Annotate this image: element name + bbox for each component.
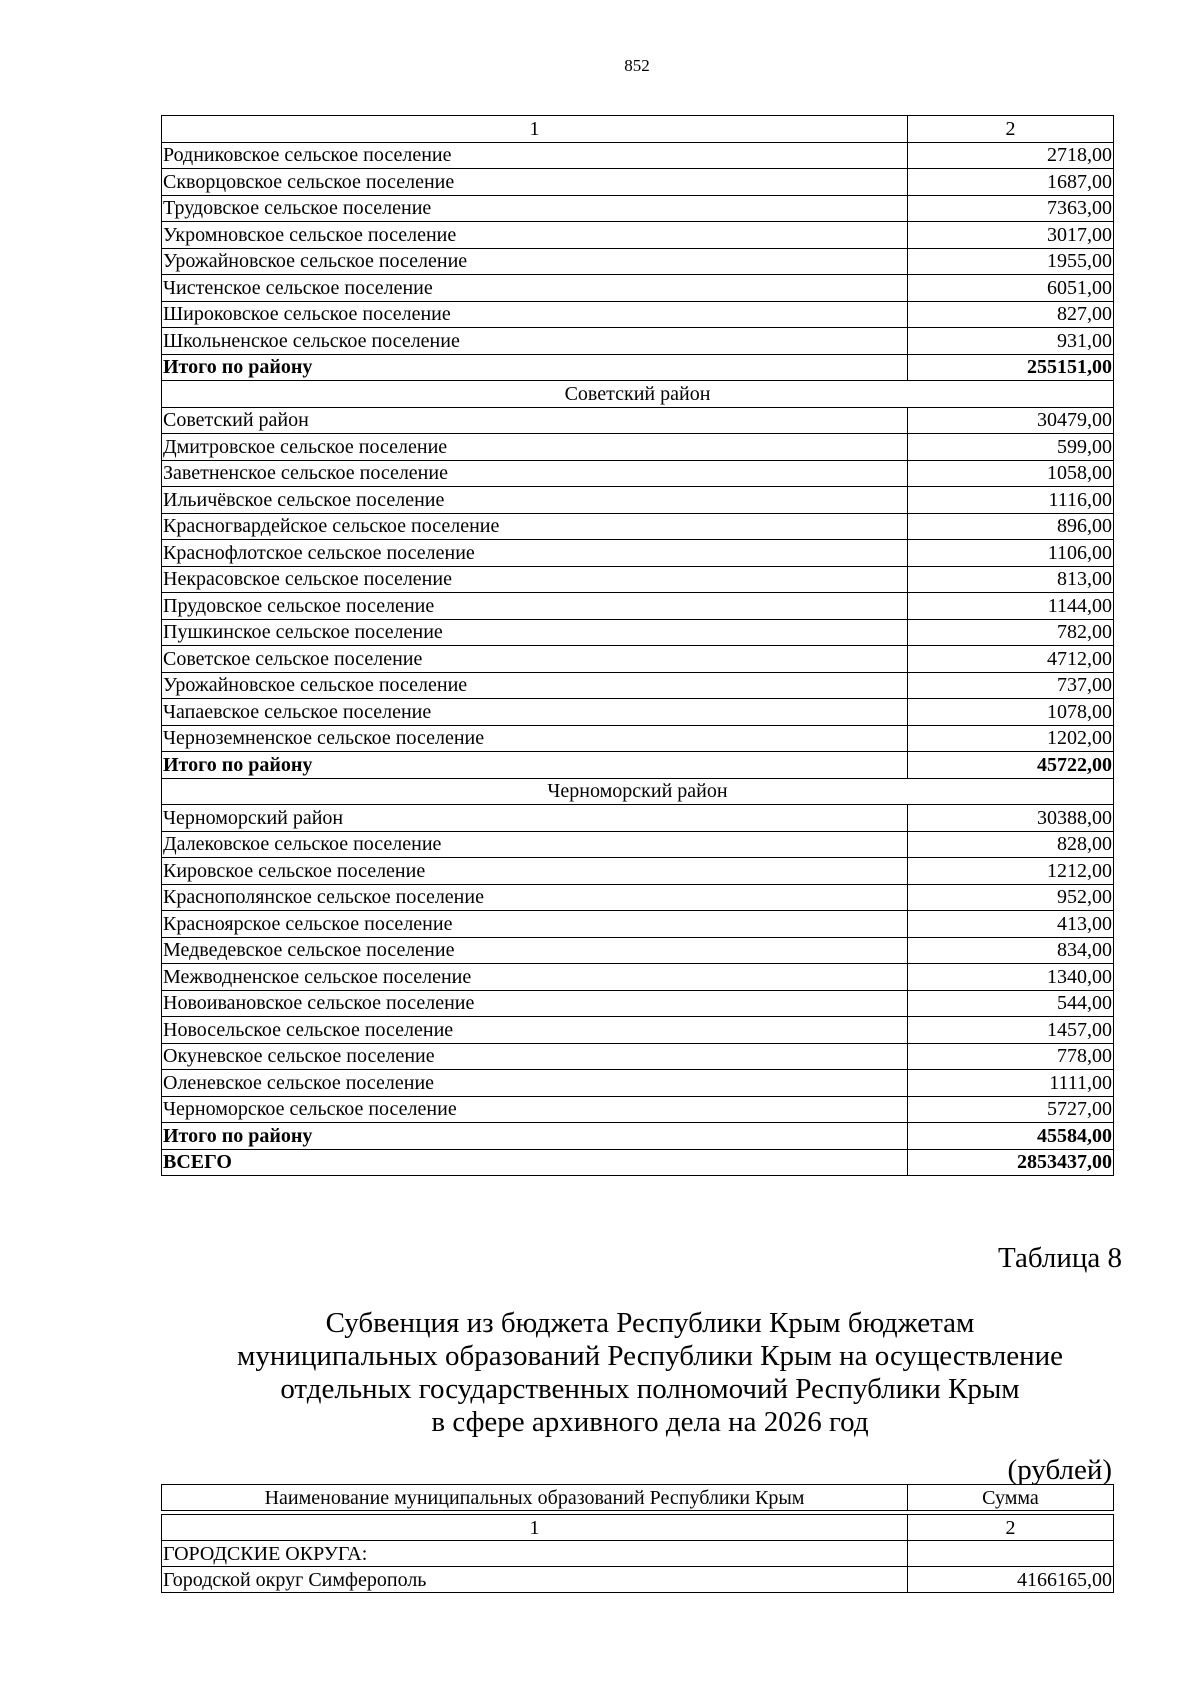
amount-value: 1058,00 [908, 460, 1114, 487]
table-row [162, 725, 1114, 752]
allocation-table-body [162, 116, 1114, 1176]
municipality-name: Родниковское сельское поселение [162, 142, 908, 169]
table-row [162, 1096, 1114, 1123]
municipality-name: Новоивановское сельское поселение [162, 990, 908, 1017]
table-row [162, 301, 1114, 328]
municipality-name: Урожайновское сельское поселение [162, 248, 908, 275]
amount-value: 952,00 [908, 884, 1114, 911]
column-number-2: 2 [908, 1515, 1114, 1541]
amount-value: 3017,00 [908, 222, 1114, 249]
amount-value: 1212,00 [908, 858, 1114, 885]
empty-cell [908, 1541, 1114, 1567]
amount-value: 1106,00 [908, 540, 1114, 567]
total-label: Итого по району [162, 354, 908, 381]
table-row [162, 487, 1114, 514]
column-number-1: 1 [162, 1515, 908, 1541]
table-row [162, 460, 1114, 487]
heading-line: в сфере архивного дела на 2026 год [431, 1406, 869, 1438]
table-row [162, 646, 1114, 673]
municipality-name: Черноземненское сельское поселение [162, 725, 908, 752]
municipality-name: Краснофлотское сельское поселение [162, 540, 908, 567]
table-row [162, 195, 1114, 222]
section-title: ГОРОДСКИЕ ОКРУГА: [162, 1541, 908, 1567]
municipality-name: Новосельское сельское поселение [162, 1017, 908, 1044]
amount-value: 1144,00 [908, 593, 1114, 620]
table-row [162, 619, 1114, 646]
total-value: 2853437,00 [908, 1149, 1114, 1176]
table-row [162, 884, 1114, 911]
municipality-name: Чистенское сельское поселение [162, 275, 908, 302]
total-row [162, 354, 1114, 381]
amount-value: 782,00 [908, 619, 1114, 646]
amount-value: 1687,00 [908, 169, 1114, 196]
municipality-name: Укромновское сельское поселение [162, 222, 908, 249]
amount-value: 30479,00 [908, 407, 1114, 434]
table-row [162, 1567, 1114, 1593]
amount-value: 778,00 [908, 1043, 1114, 1070]
table-row [162, 990, 1114, 1017]
section-row [162, 1541, 1114, 1567]
municipality-name: Советский район [162, 407, 908, 434]
header-sum: Сумма [908, 1485, 1114, 1511]
table-row [162, 248, 1114, 275]
municipality-name: Чапаевское сельское поселение [162, 699, 908, 726]
total-value: 255151,00 [908, 354, 1114, 381]
municipality-name: Некрасовское сельское поселение [162, 566, 908, 593]
table-row [162, 1043, 1114, 1070]
column-number-row [162, 116, 1114, 143]
table-row [162, 169, 1114, 196]
amount-value: 896,00 [908, 513, 1114, 540]
table-header-row [162, 1485, 1114, 1511]
amount-value: 5727,00 [908, 1096, 1114, 1123]
municipality-name: Трудовское сельское поселение [162, 195, 908, 222]
table-row [162, 407, 1114, 434]
amount-value: 2718,00 [908, 142, 1114, 169]
total-row [162, 1123, 1114, 1150]
amount-value: 834,00 [908, 937, 1114, 964]
table-heading [190, 1307, 1110, 1439]
amount-value: 737,00 [908, 672, 1114, 699]
municipality-name: Ильичёвское сельское поселение [162, 487, 908, 514]
table-row [162, 911, 1114, 938]
table-row [162, 964, 1114, 991]
table-row [162, 831, 1114, 858]
heading-line: отдельных государственных полномочий Республики Крым [280, 1373, 1020, 1405]
municipality-name: Черноморский район [162, 805, 908, 832]
table-row [162, 566, 1114, 593]
table-row [162, 513, 1114, 540]
amount-value: 1340,00 [908, 964, 1114, 991]
total-value: 45584,00 [908, 1123, 1114, 1150]
amount-value: 30388,00 [908, 805, 1114, 832]
municipality-name: Черноморское сельское поселение [162, 1096, 908, 1123]
amount-value: 931,00 [908, 328, 1114, 355]
amount-value: 413,00 [908, 911, 1114, 938]
total-label: ВСЕГО [162, 1149, 908, 1176]
amount-value: 6051,00 [908, 275, 1114, 302]
amount-value: 828,00 [908, 831, 1114, 858]
district-title: Советский район [162, 381, 1114, 408]
table-label: Таблица 8 [997, 1242, 1122, 1274]
header-name: Наименование муниципальных образований Республики Крым [162, 1485, 908, 1511]
municipality-name: Пушкинское сельское поселение [162, 619, 908, 646]
amount-value: 1955,00 [908, 248, 1114, 275]
municipality-name: Широковское сельское поселение [162, 301, 908, 328]
district-section-row [162, 381, 1114, 408]
municipality-name: Школьненское сельское поселение [162, 328, 908, 355]
table-row [162, 858, 1114, 885]
archive-subvention-table-body [162, 1485, 1114, 1593]
municipality-name: Далековское сельское поселение [162, 831, 908, 858]
table-row [162, 672, 1114, 699]
table-row [162, 275, 1114, 302]
municipality-name: Урожайновское сельское поселение [162, 672, 908, 699]
amount-value: 1111,00 [908, 1070, 1114, 1097]
district-title: Черноморский район [162, 778, 1114, 805]
amount-value: 813,00 [908, 566, 1114, 593]
table-row [162, 1017, 1114, 1044]
amount-value: 4166165,00 [908, 1567, 1114, 1593]
table-row [162, 328, 1114, 355]
table-row [162, 1070, 1114, 1097]
amount-value: 4712,00 [908, 646, 1114, 673]
municipality-name: Прудовское сельское поселение [162, 593, 908, 620]
table-row [162, 593, 1114, 620]
table-row [162, 434, 1114, 461]
column-number-1: 1 [162, 116, 908, 143]
municipality-name: Скворцовское сельское поселение [162, 169, 908, 196]
amount-value: 544,00 [908, 990, 1114, 1017]
amount-value: 1202,00 [908, 725, 1114, 752]
archive-subvention-table [161, 1484, 1114, 1593]
amount-value: 1457,00 [908, 1017, 1114, 1044]
amount-value: 1116,00 [908, 487, 1114, 514]
total-label: Итого по району [162, 1123, 908, 1150]
heading-line: Субвенция из бюджета Республики Крым бюджетам [325, 1307, 975, 1339]
municipality-name: Заветненское сельское поселение [162, 460, 908, 487]
municipality-name: Красногвардейское сельское поселение [162, 513, 908, 540]
column-number-row [162, 1515, 1114, 1541]
municipality-name: Межводненское сельское поселение [162, 964, 908, 991]
table-row [162, 937, 1114, 964]
heading-line: муниципальных образований Республики Крым на осуществление [237, 1340, 1063, 1372]
municipality-name: Дмитровское сельское поселение [162, 434, 908, 461]
page-number: 852 [624, 56, 650, 75]
municipality-name: Краснополянское сельское поселение [162, 884, 908, 911]
municipality-name: Кировское сельское поселение [162, 858, 908, 885]
municipality-name: Красноярское сельское поселение [162, 911, 908, 938]
district-section-row [162, 778, 1114, 805]
municipality-name: Окуневское сельское поселение [162, 1043, 908, 1070]
units-label: (рублей) [1007, 1454, 1112, 1486]
municipality-name: Городской округ Симферополь [162, 1567, 908, 1593]
column-number-2: 2 [908, 116, 1114, 143]
amount-value: 1078,00 [908, 699, 1114, 726]
table-row [162, 222, 1114, 249]
municipality-name: Медведевское сельское поселение [162, 937, 908, 964]
total-value: 45722,00 [908, 752, 1114, 779]
total-row [162, 1149, 1114, 1176]
table-row [162, 142, 1114, 169]
allocation-table [161, 115, 1114, 1176]
total-label: Итого по району [162, 752, 908, 779]
table-row [162, 805, 1114, 832]
amount-value: 7363,00 [908, 195, 1114, 222]
table-row [162, 540, 1114, 567]
table-row [162, 699, 1114, 726]
municipality-name: Советское сельское поселение [162, 646, 908, 673]
amount-value: 599,00 [908, 434, 1114, 461]
municipality-name: Оленевское сельское поселение [162, 1070, 908, 1097]
amount-value: 827,00 [908, 301, 1114, 328]
total-row [162, 752, 1114, 779]
